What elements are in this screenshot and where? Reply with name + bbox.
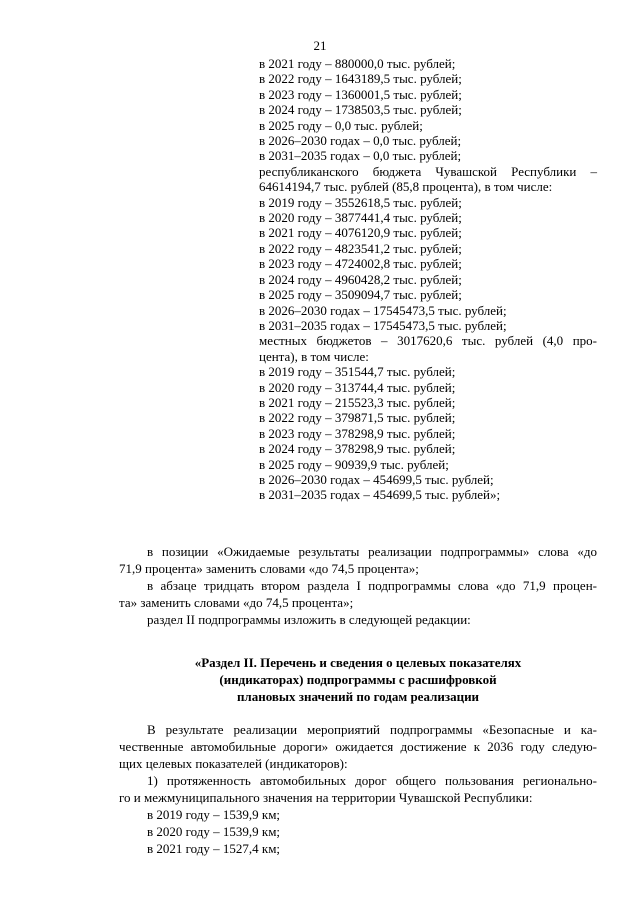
funding-line: в 2021 году – 880000,0 тыс. рублей; — [259, 56, 456, 71]
amendment-paragraph-1-line-1: в позиции «Ожидаемые результаты реализации подпрограммы» слова «до — [147, 544, 597, 559]
funding-line: 64614194,7 тыс. рублей (85,8 процента), в том числе: — [259, 179, 553, 195]
section-paragraph-1-line-3: щих целевых показателей (индикаторов): — [119, 756, 348, 771]
amendment-paragraph-3: раздел II подпрограммы изложить в следующей редакции: — [147, 612, 471, 627]
indicator-year-line: в 2020 году – 1539,9 км; — [147, 824, 281, 839]
indicator-year-line: в 2019 году – 1539,9 км; — [147, 807, 281, 822]
funding-column — [259, 56, 597, 503]
funding-line: цента), в том числе: — [259, 348, 369, 364]
funding-line: местных бюджетов – 3017620,6 тыс. рублей (4,0 про- — [259, 333, 597, 349]
page-number: 21 — [313, 38, 327, 53]
funding-line: в 2020 году – 3877441,4 тыс. рублей; — [259, 210, 462, 226]
funding-line: в 2024 году – 378298,9 тыс. рублей; — [259, 441, 456, 457]
funding-line: в 2031–2035 годах – 454699,5 тыс. рублей»; — [259, 487, 501, 503]
section-paragraph-1-line-2: чественные автомобильные дороги» ожидается достижение к 2036 году следую- — [119, 739, 597, 754]
section-heading-line-3: плановых значений по годам реализации — [236, 689, 480, 704]
amendment-paragraph-2-line-1: в абзаце тридцать втором раздела I подпрограммы слова «до 71,9 процен- — [147, 578, 597, 593]
funding-line: в 2025 году – 0,0 тыс. рублей; — [259, 117, 423, 133]
section-paragraph-1-line-1: В результате реализации мероприятий подпрограммы «Безопасные и ка- — [147, 722, 597, 737]
amendment-paragraph-1-line-2: 71,9 процента» заменить словами «до 74,5 процента»; — [119, 561, 419, 576]
funding-line: в 2025 году – 3509094,7 тыс. рублей; — [259, 287, 462, 303]
funding-line: в 2021 году – 4076120,9 тыс. рублей; — [259, 225, 462, 241]
funding-line: в 2023 году – 4724002,8 тыс. рублей; — [259, 256, 462, 272]
funding-line: в 2031–2035 годах – 17545473,5 тыс. рублей; — [259, 317, 507, 333]
funding-line: в 2026–2030 годах – 0,0 тыс. рублей; — [259, 133, 462, 149]
funding-line: в 2023 году – 378298,9 тыс. рублей; — [259, 425, 456, 441]
section-paragraph-2-line-1: 1) протяженность автомобильных дорог общего пользования регионально- — [147, 773, 597, 788]
section-heading-line-1: «Раздел II. Перечень и сведения о целевых показателях — [194, 655, 522, 670]
amendment-paragraph-2-line-2: та» заменить словами «до 74,5 процента»; — [119, 595, 354, 610]
indicator-year-line: в 2021 году – 1527,4 км; — [147, 841, 281, 856]
funding-line: в 2031–2035 годах – 0,0 тыс. рублей; — [259, 148, 462, 164]
funding-line: в 2022 году – 379871,5 тыс. рублей; — [259, 410, 456, 426]
document-body — [119, 543, 597, 857]
funding-line: в 2026–2030 годах – 17545473,5 тыс. рублей; — [259, 302, 507, 318]
funding-line: в 2024 году – 1738503,5 тыс. рублей; — [259, 102, 462, 118]
funding-line: республиканского бюджета Чувашской Республики – — [259, 163, 597, 179]
funding-line: в 2019 году – 3552618,5 тыс. рублей; — [259, 194, 462, 210]
funding-line: в 2022 году – 1643189,5 тыс. рублей; — [259, 71, 462, 87]
funding-line: в 2025 году – 90939,9 тыс. рублей; — [259, 456, 449, 472]
section-paragraph-2-line-2: го и межмуниципального значения на территории Чувашской Республики: — [119, 790, 533, 805]
funding-line: в 2024 году – 4960428,2 тыс. рублей; — [259, 271, 462, 287]
funding-line: в 2026–2030 годах – 454699,5 тыс. рублей; — [259, 471, 494, 487]
section-heading — [119, 654, 597, 705]
funding-line: в 2023 году – 1360001,5 тыс. рублей; — [259, 86, 462, 102]
section-heading-line-2: (индикаторах) подпрограммы с расшифровкой — [219, 672, 497, 687]
funding-line: в 2022 году – 4823541,2 тыс. рублей; — [259, 240, 462, 256]
funding-line: в 2020 году – 313744,4 тыс. рублей; — [259, 379, 456, 395]
funding-line: в 2019 году – 351544,7 тыс. рублей; — [259, 364, 456, 380]
funding-line: в 2021 году – 215523,3 тыс. рублей; — [259, 394, 456, 410]
